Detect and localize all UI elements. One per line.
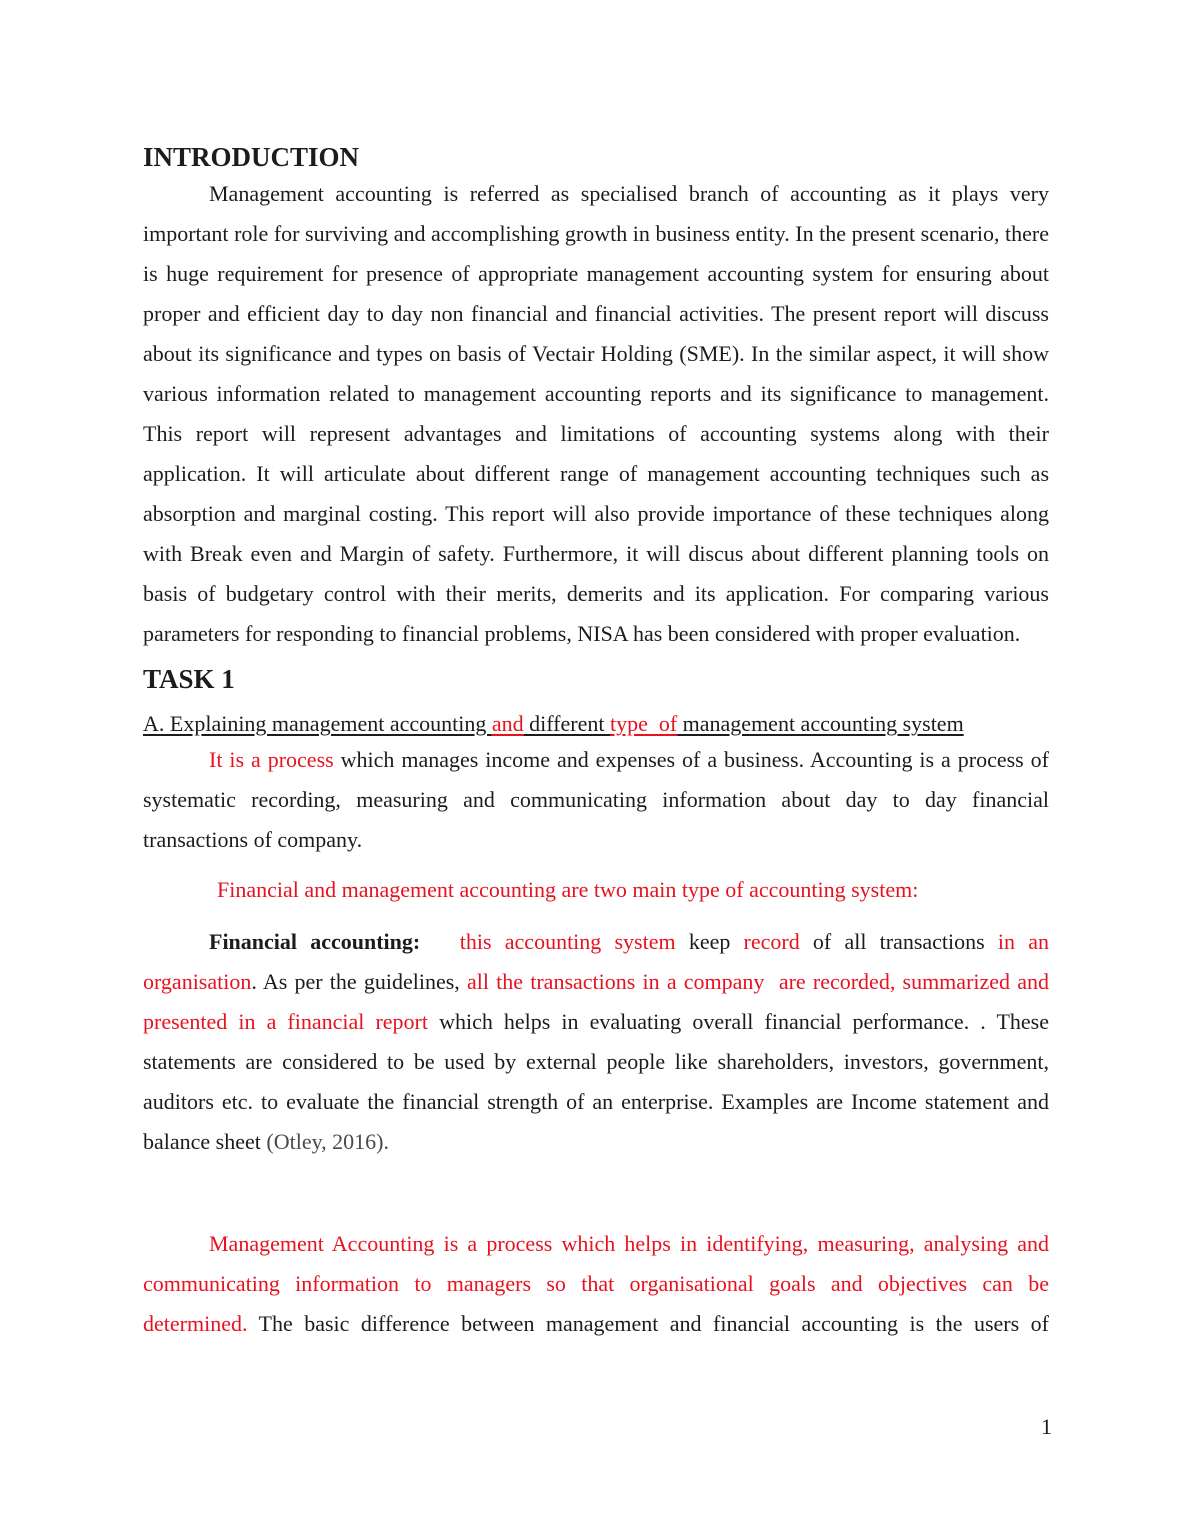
text-run: management accounting system	[677, 711, 964, 736]
text-run: in an organisation	[143, 929, 1049, 994]
paragraph-financial-accounting	[143, 922, 1049, 1162]
paragraph-process	[143, 740, 1049, 860]
text-run: of all transactions	[799, 929, 998, 954]
text-run: A. Explaining management accounting	[143, 711, 492, 736]
text-run: and	[491, 711, 524, 736]
text-run: type of	[609, 711, 678, 736]
text-run: . As per the guidelines,	[251, 969, 467, 994]
paragraph-management-accounting	[143, 1224, 1049, 1344]
text-run: Management Accounting is a process which helps in identifying, measuring, analysing and communicating information to managers so that organisational goals and objectives can be determined.	[143, 1231, 1049, 1336]
text-run: keep	[688, 929, 744, 954]
page-number: 1	[1041, 1414, 1052, 1439]
text-run: all the transactions in a company are recorded, summarized and presented in a financial report	[143, 969, 1049, 1034]
text-run: It is a process	[209, 747, 341, 772]
citation: (Otley, 2016).	[266, 1129, 389, 1154]
text-run: which manages income and expenses of a business. Accounting is a process of systematic recording, measuring and communicating information about day to day financial transactions of company.	[143, 747, 1049, 852]
text-run: different	[523, 711, 610, 736]
paragraph-two-main-types: Financial and management accounting are two main type of accounting system:	[217, 877, 919, 902]
heading-section-a	[143, 708, 1049, 740]
text-run: which helps in evaluating overall financial performance. . These statements are considered to be used by external people like shareholders, investors, government, auditors etc. to evaluate the financial strength of an enterprise. Examples are Income statement and balance sheet	[143, 1009, 1049, 1154]
text-run: this accounting system	[433, 929, 689, 954]
text-run: The basic difference between management and financial accounting is the users of	[247, 1311, 1049, 1336]
heading-introduction: INTRODUCTION	[143, 142, 360, 172]
text-run: Financial accounting:	[209, 929, 434, 954]
paragraph-intro: Management accounting is referred as specialised branch of accounting as it plays very important role for surviving and accomplishing growth in business entity. In the present scenario, there is huge requirement for presence of appropriate management accounting system for ensuring about proper and efficient day to day non financial and financial activities. The present report will discuss about its significance and types on basis of Vectair Holding (SME). In the similar aspect, it will show various information related to management accounting reports and its significance to management. This report will represent advantages and limitations of accounting systems along with their application. It will articulate about different range of management accounting techniques such as absorption and marginal costing. This report will also provide importance of these techniques along with Break even and Margin of safety. Furthermore, it will discus about different planning tools on basis of budgetary control with their merits, demerits and its application. For comparing various parameters for responding to financial problems, NISA has been considered with proper evaluation.	[143, 181, 1049, 646]
heading-task1: TASK 1	[143, 664, 235, 694]
page-content	[143, 140, 1049, 1344]
paragraph-gap	[143, 1162, 1049, 1224]
text-run: record	[743, 929, 800, 954]
